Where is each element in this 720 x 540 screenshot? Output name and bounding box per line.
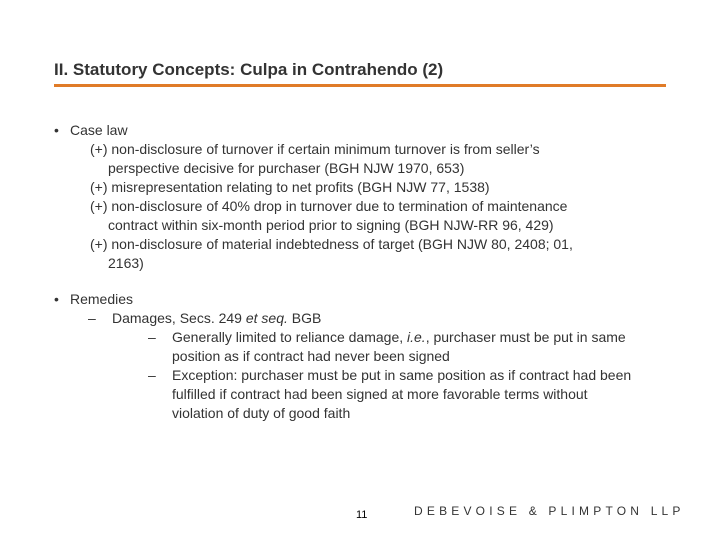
case-item bbox=[72, 235, 684, 273]
sub-item-line1-pre: Generally limited to reliance damage, bbox=[172, 329, 408, 345]
case-item-line1: (+) non-disclosure of 40% drop in turnover due to termination of maintenance bbox=[90, 198, 568, 214]
dash-mark: – bbox=[148, 367, 156, 383]
case-item-line2: 2163) bbox=[108, 255, 144, 271]
sub-item-line1-post: , purchaser must be put in same bbox=[425, 329, 626, 345]
case-law-bullet bbox=[54, 121, 684, 140]
dash-mark: – bbox=[88, 310, 96, 326]
damages-sub-item bbox=[148, 328, 684, 366]
case-item bbox=[72, 178, 684, 197]
sub-item-line3: violation of duty of good faith bbox=[172, 405, 351, 421]
sub-item-line1: Exception: purchaser must be put in same position as if contract had been bbox=[172, 367, 632, 383]
damages-text-italic: et seq. bbox=[245, 310, 288, 326]
case-item-line1: (+) non-disclosure of turnover if certain minimum turnover is from seller’s bbox=[90, 141, 540, 157]
case-item bbox=[72, 140, 684, 178]
case-item-line1: (+) non-disclosure of material indebtedness of target (BGH NJW 80, 2408; 01, bbox=[90, 236, 573, 252]
case-item-line2: perspective decisive for purchaser (BGH NJW 1970, 653) bbox=[108, 160, 465, 176]
remedies-bullet bbox=[54, 290, 684, 309]
slide-title: II. Statutory Concepts: Culpa in Contrahendo (2) bbox=[54, 60, 444, 79]
bullet-mark: • bbox=[54, 122, 59, 138]
sub-item-line1-italic: i.e. bbox=[407, 329, 426, 345]
damages-sub-item bbox=[148, 366, 684, 423]
sub-item-line2: position as if contract had never been signed bbox=[172, 348, 450, 364]
case-law-heading: Case law bbox=[70, 122, 128, 138]
slide-body bbox=[54, 121, 684, 423]
case-item-line1: (+) misrepresentation relating to net profits (BGH NJW 77, 1538) bbox=[90, 179, 490, 195]
damages-item bbox=[88, 309, 684, 328]
title-underline bbox=[54, 84, 666, 87]
spacer bbox=[54, 273, 684, 290]
page-number: 11 bbox=[356, 509, 368, 521]
damages-text-post: BGB bbox=[287, 310, 322, 326]
case-item bbox=[72, 197, 684, 235]
remedies-heading: Remedies bbox=[70, 291, 134, 307]
damages-text-pre: Damages, Secs. 249 bbox=[112, 310, 246, 326]
firm-logo: DEBEVOISE & PLIMPTON LLP bbox=[414, 504, 685, 518]
dash-mark: – bbox=[148, 329, 156, 345]
bullet-mark: • bbox=[54, 291, 59, 307]
case-item-line2: contract within six-month period prior to signing (BGH NJW-RR 96, 429) bbox=[108, 217, 554, 233]
sub-item-line2: fulfilled if contract had been signed at more favorable terms without bbox=[172, 386, 588, 402]
